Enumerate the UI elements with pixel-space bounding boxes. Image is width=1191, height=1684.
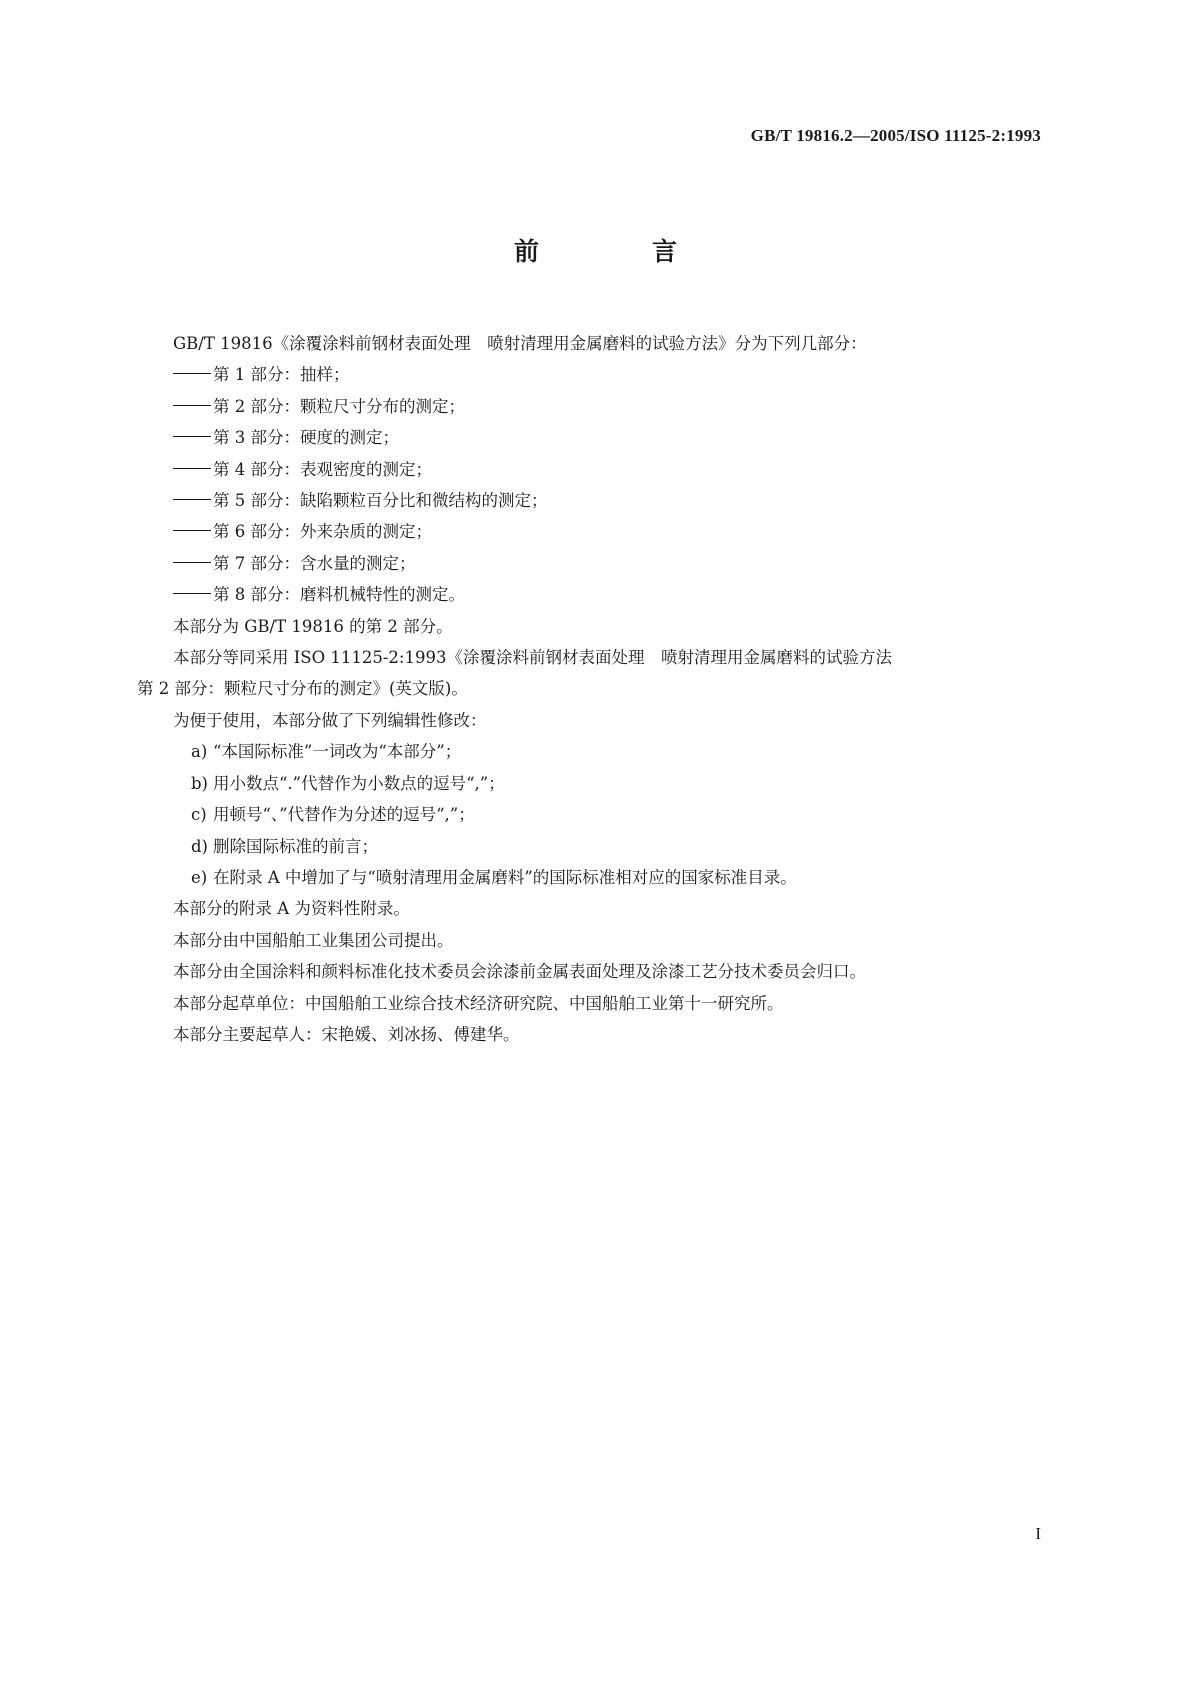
em-dash-rule: [173, 499, 211, 500]
equivalence-paragraph-line1: 本部分等同采用 ISO 11125-2:1993《涂覆涂料前钢材表面处理 喷射清理用金属磨料的试验方法: [173, 648, 892, 668]
document-body: [137, 328, 1041, 1050]
edit-item: e) 在附录 A 中增加了与“喷射清理用金属磨料”的国际标准相对应的国家标准目录。: [191, 867, 797, 887]
part-item: 第 2 部分：颗粒尺寸分布的测定；: [155, 391, 1041, 422]
part-item: 第 8 部分：磨料机械特性的测定。: [155, 579, 1041, 610]
edit-item: a) “本国际标准”一词改为“本部分”；: [191, 742, 462, 762]
part-item: 第 7 部分：含水量的测定；: [155, 548, 1041, 579]
part-item: 第 4 部分：表观密度的测定；: [155, 454, 1041, 485]
em-dash-rule: [173, 562, 211, 563]
em-dash-rule: [173, 593, 211, 594]
edits-intro-paragraph: 为便于使用，本部分做了下列编辑性修改：: [173, 710, 487, 730]
committee-paragraph: 本部分由全国涂料和颜料标准化技术委员会涂漆前金属表面处理及涂漆工艺分技术委员会归口。: [173, 962, 866, 982]
edit-item: c) 用顿号“、”代替作为分述的逗号“,”；: [191, 805, 475, 825]
drafting-units-paragraph: 本部分起草单位：中国船舶工业综合技术经济研究院、中国船舶工业第十一研究所。: [173, 993, 784, 1013]
page-number: I: [1035, 1524, 1041, 1543]
em-dash-rule: [173, 405, 211, 406]
part-item: 第 5 部分：缺陷颗粒百分比和微结构的测定；: [155, 485, 1041, 516]
part-item: 第 3 部分：硬度的测定；: [155, 422, 1041, 453]
standard-code: GB/T 19816.2—2005/ISO 11125-2:1993: [750, 126, 1041, 145]
edit-item: b) 用小数点“.”代替作为小数点的逗号“,”；: [191, 773, 505, 793]
em-dash-rule: [173, 530, 211, 531]
intro-paragraph: GB/T 19816《涂覆涂料前钢材表面处理 喷射清理用金属磨料的试验方法》分为下列几部分：: [173, 334, 867, 353]
em-dash-rule: [173, 373, 211, 374]
page-title: 前 言: [513, 237, 721, 266]
proposer-paragraph: 本部分由中国船舶工业集团公司提出。: [173, 930, 454, 950]
equivalence-paragraph-line2: 第 2 部分：颗粒尺寸分布的测定》(英文版)。: [137, 679, 468, 699]
part-item: 第 6 部分：外来杂质的测定；: [155, 516, 1041, 547]
drafters-paragraph: 本部分主要起草人：宋艳媛、刘冰扬、傅建华。: [173, 1024, 520, 1044]
this-part-paragraph: 本部分为 GB/T 19816 的第 2 部分。: [173, 616, 453, 636]
edit-item: d) 删除国际标准的前言；: [191, 836, 378, 856]
part-item: 第 1 部分：抽样；: [155, 359, 1041, 390]
em-dash-rule: [173, 436, 211, 437]
annex-paragraph: 本部分的附录 A 为资料性附录。: [173, 899, 410, 919]
em-dash-rule: [173, 468, 211, 469]
